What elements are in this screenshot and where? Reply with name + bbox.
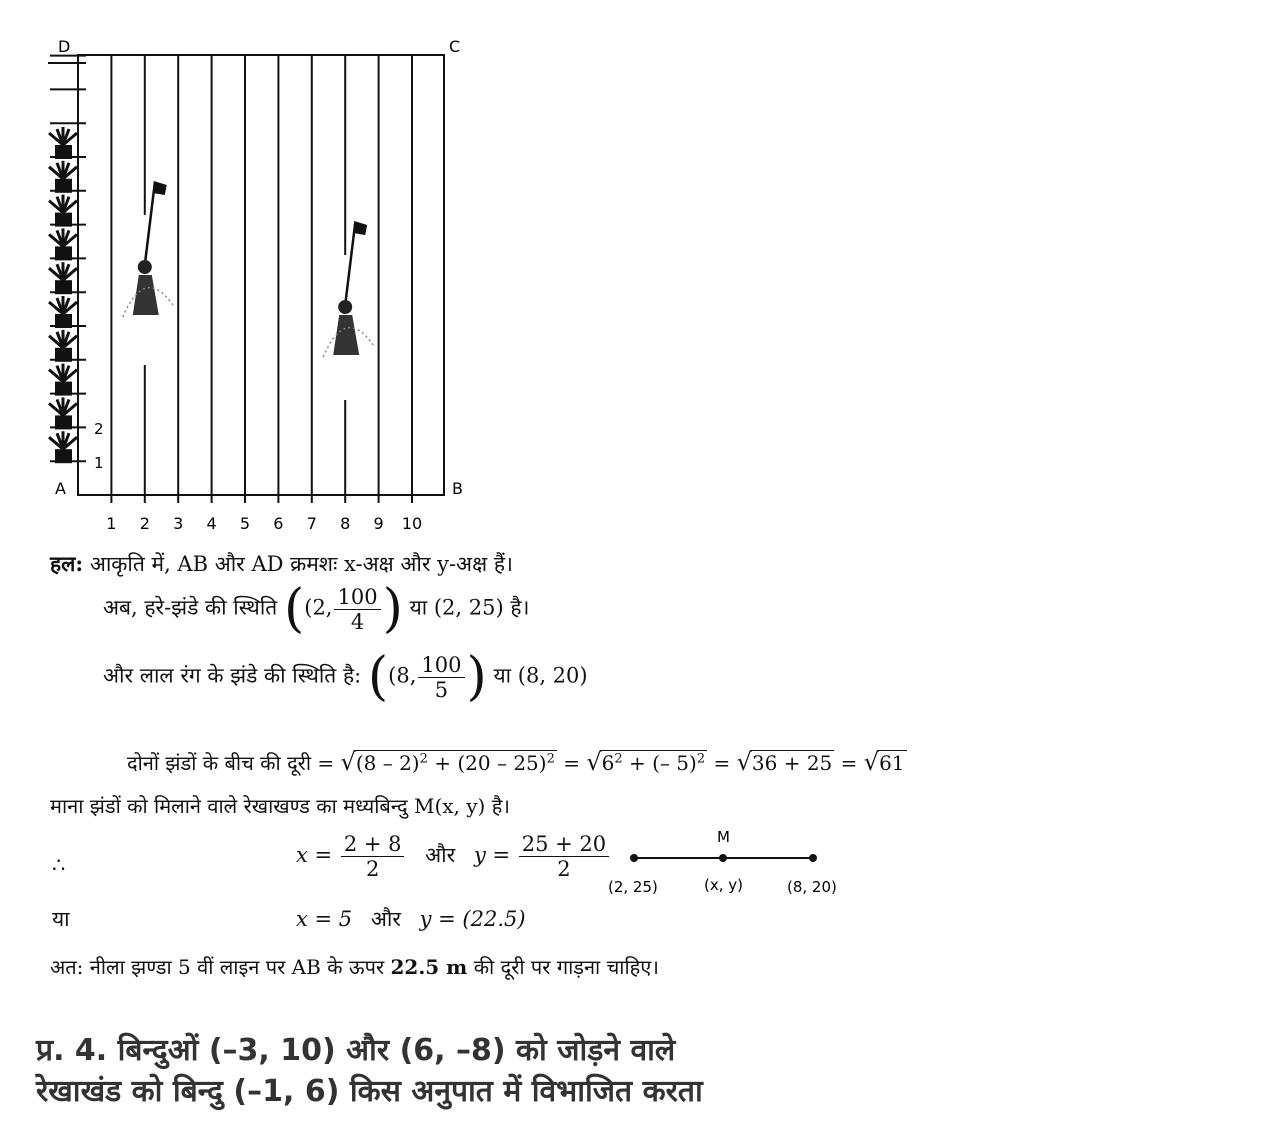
corner-label-a: A [55, 479, 66, 498]
equals-1: = [563, 751, 580, 775]
sqrt-1: (8 – 2)$^2$ + (20 – 25)$^2$ [355, 751, 555, 775]
corner-label-d: D [58, 37, 71, 56]
left-paren: ( [367, 647, 389, 707]
label-p1: (2, 25) [608, 878, 658, 896]
head [138, 260, 152, 274]
corner-label-b: B [452, 479, 463, 498]
x-tick-label-6: 6 [273, 514, 284, 533]
solution-line-1-text: आकृति में, AB और AD क्रमशः x-अक्ष और y-अक्ष हैं। [89, 552, 513, 576]
flag-cloth [153, 181, 167, 195]
x-tick-label-7: 7 [306, 514, 317, 533]
fraction-denominator: 5 [434, 677, 449, 702]
plant-pot-icon [49, 161, 77, 193]
x-tick-label-3: 3 [173, 514, 184, 533]
flag-bearer-icon [323, 221, 373, 357]
plant-pot-icon [49, 397, 77, 429]
pot [55, 382, 72, 396]
plant-pot-icon [49, 296, 77, 328]
x-tick-labels [106, 514, 422, 533]
conclusion-distance: 22.5 m [390, 955, 468, 979]
solution-line-3 [103, 647, 588, 707]
plant-pot-icon [49, 127, 77, 159]
sqrt-sign: √ [736, 748, 752, 776]
solution-line-1 [50, 550, 513, 578]
x-result: x = 5 [296, 907, 353, 931]
pot [55, 314, 72, 328]
label-m: M [717, 828, 730, 846]
right-paren: ) [382, 579, 403, 639]
pot [55, 213, 72, 227]
fraction-numerator: 2 + 8 [341, 832, 405, 857]
sqrt-sign: √ [340, 748, 356, 776]
pot [55, 348, 72, 362]
x-tick-label-8: 8 [340, 514, 351, 533]
equals-2: = [713, 751, 731, 775]
pot [55, 415, 72, 429]
therefore-symbol: ∴ [52, 853, 66, 877]
label-p2: (8, 20) [787, 878, 837, 896]
and-word: और [370, 907, 401, 931]
midpoint-segment-diagram [600, 820, 850, 905]
left-paren: ( [283, 579, 305, 639]
solution-line-2 [103, 579, 530, 639]
sqrt-4: 61 [879, 751, 905, 775]
y-tick-label-1: 1 [94, 454, 104, 472]
question-4-line-1: प्र. 4. बिन्दुओं (–3, 10) और (6, –8) को जोड़ने वाले [36, 1033, 676, 1068]
plant-pot-icon [49, 431, 77, 463]
equals-3: = [840, 751, 858, 775]
fraction-numerator: 100 [334, 585, 380, 610]
flag-bearer-icon [123, 181, 173, 317]
x-tick-label-10: 10 [401, 514, 423, 533]
plant-pot-icon [49, 228, 77, 260]
sqrt-3: 36 + 25 [751, 751, 833, 775]
pot [55, 145, 72, 159]
x-tick-label-2: 2 [139, 514, 150, 533]
conclusion-text: अत: नीला झण्डा 5 वीं लाइन पर AB के ऊपर [50, 955, 385, 979]
fraction-numerator: 25 + 20 [519, 832, 609, 857]
pot [55, 449, 72, 463]
x-tick-label-5: 5 [239, 514, 251, 533]
pot [55, 179, 72, 193]
conclusion-line [50, 953, 659, 980]
plant-pot-icon [49, 262, 77, 294]
plant-row [49, 127, 77, 463]
conclusion-text-end: की दूरी पर गाड़ना चाहिए। [473, 955, 659, 979]
y-result: y = (22.5) [419, 907, 526, 931]
x-tick-label-1: 1 [106, 514, 117, 533]
y-fraction [519, 832, 609, 881]
pot [55, 280, 72, 294]
or-word: या [52, 907, 70, 931]
midpoint-assumption: माना झंडों को मिलाने वाले रेखाखण्ड का मध्यबिन्दु M(x, y) है। [50, 794, 510, 818]
label-pm: (x, y) [704, 876, 743, 894]
y-equals: y = [473, 843, 511, 867]
fraction-denominator: 2 [557, 857, 571, 881]
sqrt-2: $6^2$ + (– 5)$^2$ [601, 751, 706, 775]
solution-prefix: हल: [50, 551, 84, 576]
midpoint-x-formula [296, 832, 611, 881]
flag-pole [145, 183, 155, 265]
fraction-denominator: 2 [365, 857, 380, 881]
x-equals: x = [296, 843, 333, 867]
corner-label-c: C [449, 37, 461, 56]
plant-pot-icon [49, 330, 77, 362]
distance-formula [127, 748, 907, 776]
flag-pole [345, 223, 355, 305]
sqrt-sign: √ [586, 748, 602, 776]
fraction-numerator: 100 [418, 653, 464, 678]
point-b [809, 854, 817, 862]
x-tick-label-9: 9 [373, 514, 384, 533]
field-diagram [0, 0, 480, 545]
y-tick-label-2: 2 [94, 420, 104, 438]
plant-pot-icon [49, 364, 77, 396]
fraction-denominator: 4 [350, 609, 365, 634]
field-grid [48, 55, 444, 503]
point-a [630, 854, 638, 862]
question-4-line-2: रेखाखंड को बिन्दु (–1, 6) किस अनुपात में विभाजित करता [36, 1074, 703, 1109]
point-m [719, 854, 727, 862]
red-flag-fraction [418, 653, 464, 702]
distance-label: दोनों झंडों के बीच की दूरी = [127, 751, 335, 775]
flag-cloth [353, 221, 367, 235]
green-flag-fraction [334, 585, 380, 634]
sqrt-sign: √ [863, 748, 880, 776]
green-flag-x: (2, [304, 595, 333, 620]
green-flag-coords: या (2, 25) है। [409, 595, 530, 620]
x-fraction [341, 832, 405, 881]
pot [55, 246, 72, 260]
red-flag-text: और लाल रंग के झंडे की स्थिति है: [103, 663, 362, 688]
green-flag-text: अब, हरे-झंडे की स्थिति [103, 595, 278, 620]
body [133, 275, 159, 315]
field-border [78, 55, 444, 495]
red-flag-coords: या (8, 20) [493, 663, 588, 688]
flags [123, 181, 373, 357]
and-word: और [425, 843, 456, 867]
result-line [296, 905, 526, 933]
right-paren: ) [466, 647, 487, 707]
x-tick-label-4: 4 [206, 514, 217, 533]
plant-pot-icon [49, 195, 77, 227]
body [333, 315, 359, 355]
red-flag-x: (8, [388, 663, 417, 688]
head [338, 300, 352, 314]
